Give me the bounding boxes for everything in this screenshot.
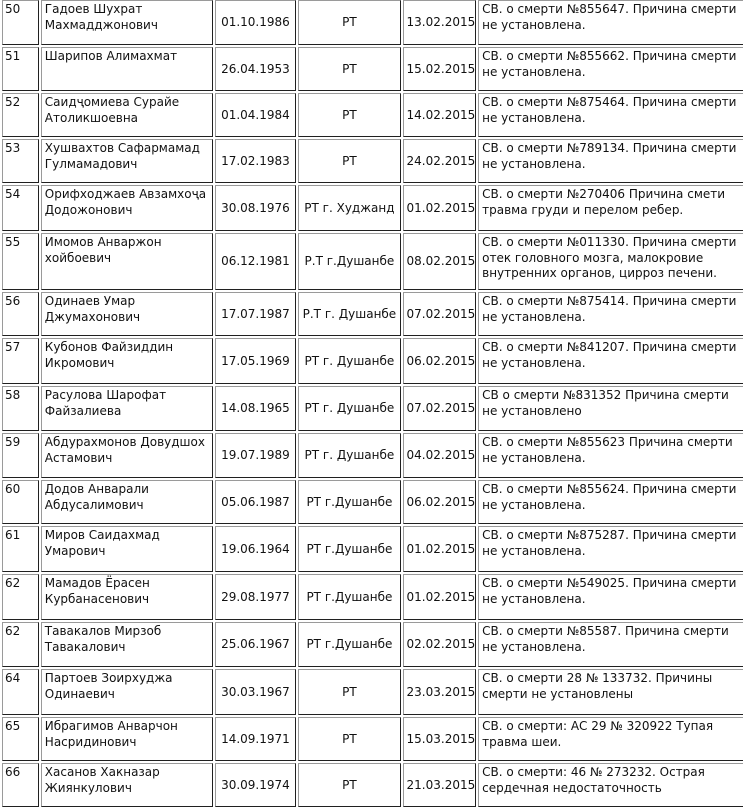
table-body xyxy=(2,0,743,807)
death-cause: СВ. о смерти №855623 Причина смерти не установлена. xyxy=(478,433,743,478)
death-date: 23.03.2015 xyxy=(403,669,477,715)
birth-date: 19.06.1964 xyxy=(215,526,297,572)
person-name: Мамадов Ёрасен Курбанасенович xyxy=(41,574,213,620)
person-name: Ибрагимов Анварчон Насридинович xyxy=(41,717,213,761)
person-name: Тавакалов Мирзоб Тавакалович xyxy=(41,622,213,667)
birth-place: РТ г.Душанбе xyxy=(298,480,400,524)
row-number: 53 xyxy=(2,139,39,183)
row-number: 58 xyxy=(2,386,39,431)
birth-date: 01.10.1986 xyxy=(215,0,297,45)
death-cause: СВ. о смерти: 46 № 273232. Острая сердечная недостаточность xyxy=(478,763,743,807)
death-cause: СВ. о смерти №855647. Причина смерти не установлена. xyxy=(478,0,743,45)
birth-date: 19.07.1989 xyxy=(215,433,297,478)
birth-date: 06.12.1981 xyxy=(215,233,297,290)
row-number: 52 xyxy=(2,93,39,137)
birth-date: 17.05.1969 xyxy=(215,338,297,384)
death-cause: СВ. о смерти №85587. Причина смерти не установлена. xyxy=(478,622,743,667)
table-row xyxy=(2,185,743,231)
table-row xyxy=(2,669,743,715)
row-number: 54 xyxy=(2,185,39,231)
death-date: 14.02.2015 xyxy=(403,93,477,137)
death-cause: СВ. о смерти №841207. Причина смерти не установлена. xyxy=(478,338,743,384)
birth-place: РТ xyxy=(298,47,400,91)
death-date: 04.02.2015 xyxy=(403,433,477,478)
row-number: 66 xyxy=(2,763,39,807)
birth-date: 30.09.1974 xyxy=(215,763,297,807)
birth-date: 29.08.1977 xyxy=(215,574,297,620)
death-cause: СВ. о смерти №549025. Причина смерти не установлена. xyxy=(478,574,743,620)
death-date: 24.02.2015 xyxy=(403,139,477,183)
death-date: 07.02.2015 xyxy=(403,386,477,431)
birth-date: 01.04.1984 xyxy=(215,93,297,137)
death-date: 01.02.2015 xyxy=(403,526,477,572)
birth-place: РТ г.Душанбе xyxy=(298,526,400,572)
birth-place: РТ г. Душанбе xyxy=(298,338,400,384)
row-number: 65 xyxy=(2,717,39,761)
death-date: 06.02.2015 xyxy=(403,338,477,384)
death-date: 15.02.2015 xyxy=(403,47,477,91)
death-cause: СВ о смерти №831352 Причина смерти не установлено xyxy=(478,386,743,431)
death-cause: СВ. о смерти 28 № 133732. Причины смерти не установлены xyxy=(478,669,743,715)
person-name: Шарипов Алимахмат xyxy=(41,47,213,91)
death-date: 21.03.2015 xyxy=(403,763,477,807)
birth-place: Р.Т г. Душанбе xyxy=(298,292,400,336)
table-row xyxy=(2,763,743,807)
death-date: 01.02.2015 xyxy=(403,185,477,231)
birth-place: РТ г. Худжанд xyxy=(298,185,400,231)
table-row xyxy=(2,480,743,524)
birth-date: 30.08.1976 xyxy=(215,185,297,231)
death-cause: СВ. о смерти №855624. Причина смерти не установлена. xyxy=(478,480,743,524)
birth-date: 14.08.1965 xyxy=(215,386,297,431)
row-number: 60 xyxy=(2,480,39,524)
person-name: Орифходжаев Авзамхоҷа Додожонович xyxy=(41,185,213,231)
death-cause: СВ. о смерти №855662. Причина смерти не установлена. xyxy=(478,47,743,91)
birth-place: РТ г.Душанбе xyxy=(298,574,400,620)
person-name: Расулова Шарофат Файзалиева xyxy=(41,386,213,431)
table-row xyxy=(2,292,743,336)
death-cause: СВ. о смерти №875464. Причина смерти не установлена. xyxy=(478,93,743,137)
row-number: 55 xyxy=(2,233,39,290)
person-name: Имомов Анваржон хойбоевич xyxy=(41,233,213,290)
row-number: 62 xyxy=(2,574,39,620)
table-row xyxy=(2,433,743,478)
death-date: 02.02.2015 xyxy=(403,622,477,667)
row-number: 50 xyxy=(2,0,39,45)
row-number: 56 xyxy=(2,292,39,336)
birth-date: 26.04.1953 xyxy=(215,47,297,91)
person-name: Абдурахмонов Довудшох Астамович xyxy=(41,433,213,478)
death-cause: СВ. о смерти №875287. Причина смерти не установлена. xyxy=(478,526,743,572)
death-date: 06.02.2015 xyxy=(403,480,477,524)
table-row xyxy=(2,139,743,183)
row-number: 51 xyxy=(2,47,39,91)
death-cause: СВ. о смерти №875414. Причина смерти не установлена. xyxy=(478,292,743,336)
person-name: Хушвахтов Сафармамад Гулмамадович xyxy=(41,139,213,183)
person-name: Хасанов Хакназар Жиянкулович xyxy=(41,763,213,807)
death-date: 08.02.2015 xyxy=(403,233,477,290)
death-date: 01.02.2015 xyxy=(403,574,477,620)
death-cause: СВ. о смерти №270406 Причина смети травма груди и перелом ребер. xyxy=(478,185,743,231)
row-number: 62 xyxy=(2,622,39,667)
row-number: 59 xyxy=(2,433,39,478)
person-name: Додов Анварали Абдусалимович xyxy=(41,480,213,524)
birth-date: 17.07.1987 xyxy=(215,292,297,336)
birth-place: РТ xyxy=(298,93,400,137)
table-row xyxy=(2,386,743,431)
person-name: Миров Саидахмад Умарович xyxy=(41,526,213,572)
death-date: 07.02.2015 xyxy=(403,292,477,336)
person-name: Одинаев Умар Джумахонович xyxy=(41,292,213,336)
birth-date: 05.06.1987 xyxy=(215,480,297,524)
person-name: Саидҷомиева Сурайе Атоликшоевна xyxy=(41,93,213,137)
table-row xyxy=(2,574,743,620)
table-row xyxy=(2,0,743,45)
row-number: 57 xyxy=(2,338,39,384)
death-cause: СВ. о смерти №789134. Причина смерти не установлена. xyxy=(478,139,743,183)
death-date: 15.03.2015 xyxy=(403,717,477,761)
birth-date: 17.02.1983 xyxy=(215,139,297,183)
table-row xyxy=(2,338,743,384)
birth-place: РТ xyxy=(298,139,400,183)
birth-place: РТ г.Душанбе xyxy=(298,622,400,667)
birth-place: РТ xyxy=(298,717,400,761)
birth-place: Р.Т г.Душанбе xyxy=(298,233,400,290)
row-number: 64 xyxy=(2,669,39,715)
row-number: 61 xyxy=(2,526,39,572)
birth-place: РТ xyxy=(298,763,400,807)
person-name: Кубонов Файзиддин Икромович xyxy=(41,338,213,384)
table-row xyxy=(2,47,743,91)
table-row xyxy=(2,233,743,290)
birth-date: 30.03.1967 xyxy=(215,669,297,715)
birth-date: 14.09.1971 xyxy=(215,717,297,761)
person-name: Партоев Зоирхуджа Одинаевич xyxy=(41,669,213,715)
death-date: 13.02.2015 xyxy=(403,0,477,45)
birth-place: РТ г. Душанбе xyxy=(298,386,400,431)
birth-place: РТ xyxy=(298,0,400,45)
table-row xyxy=(2,93,743,137)
table-row xyxy=(2,717,743,761)
person-name: Гадоев Шухрат Махмадджонович xyxy=(41,0,213,45)
table-row xyxy=(2,622,743,667)
birth-date: 25.06.1967 xyxy=(215,622,297,667)
table-row xyxy=(2,526,743,572)
birth-place: РТ г. Душанбе xyxy=(298,433,400,478)
death-cause: СВ. о смерти: АС 29 № 320922 Тупая травма шеи. xyxy=(478,717,743,761)
birth-place: РТ xyxy=(298,669,400,715)
death-cause: СВ. о смерти №011330. Причина смерти отек головного мозга, малокровие внутренних органов, цирроз печени. xyxy=(478,233,743,290)
